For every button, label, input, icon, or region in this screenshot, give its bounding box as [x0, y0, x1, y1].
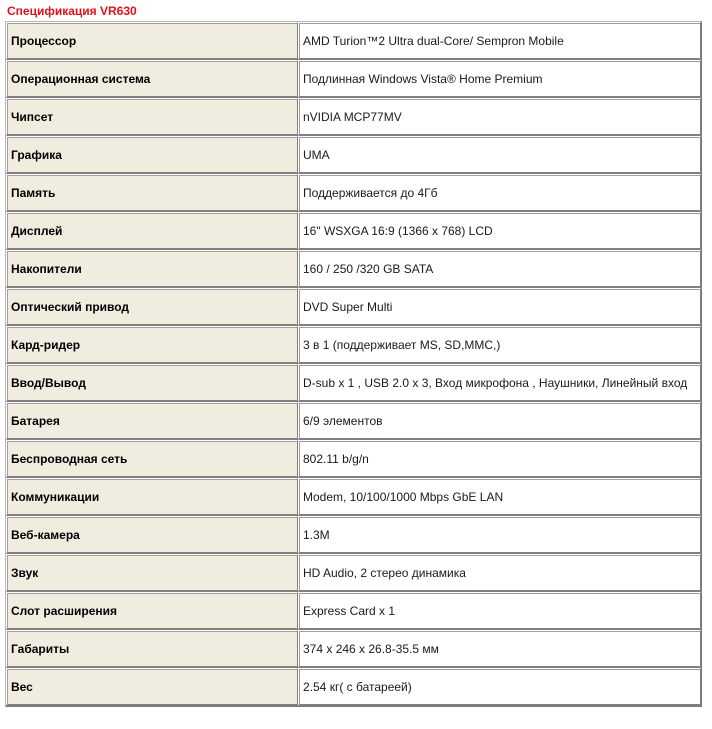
table-row — [6, 136, 701, 174]
table-row — [6, 174, 701, 212]
table-row — [6, 554, 701, 592]
spec-label: Вес — [6, 668, 298, 706]
spec-table — [5, 21, 702, 707]
spec-value: Express Card x 1 — [298, 592, 701, 630]
spec-value: UMA — [298, 136, 701, 174]
table-row — [6, 592, 701, 630]
table-row — [6, 22, 701, 60]
spec-label: Накопители — [6, 250, 298, 288]
spec-value: 374 x 246 x 26.8-35.5 мм — [298, 630, 701, 668]
spec-value: 160 / 250 /320 GB SATA — [298, 250, 701, 288]
spec-value: Modem, 10/100/1000 Mbps GbE LAN — [298, 478, 701, 516]
table-row — [6, 402, 701, 440]
spec-label: Ввод/Вывод — [6, 364, 298, 402]
spec-label: Батарея — [6, 402, 298, 440]
spec-value: DVD Super Multi — [298, 288, 701, 326]
page-title: Спецификация VR630 — [7, 4, 137, 18]
spec-label: Беспроводная сеть — [6, 440, 298, 478]
spec-table-body — [6, 22, 701, 706]
spec-label: Дисплей — [6, 212, 298, 250]
spec-value: 16" WSXGA 16:9 (1366 x 768) LCD — [298, 212, 701, 250]
table-row — [6, 326, 701, 364]
spec-value: 802.11 b/g/n — [298, 440, 701, 478]
table-row — [6, 250, 701, 288]
table-row — [6, 668, 701, 706]
spec-label: Слот расширения — [6, 592, 298, 630]
spec-value: Подлинная Windows Vista® Home Premium — [298, 60, 701, 98]
table-row — [6, 288, 701, 326]
spec-label: Звук — [6, 554, 298, 592]
spec-label: Процессор — [6, 22, 298, 60]
spec-value: nVIDIA MCP77MV — [298, 98, 701, 136]
table-row — [6, 60, 701, 98]
spec-label: Операционная система — [6, 60, 298, 98]
table-row — [6, 516, 701, 554]
spec-label: Память — [6, 174, 298, 212]
spec-value: 2.54 кг( с батареей) — [298, 668, 701, 706]
spec-label: Чипсет — [6, 98, 298, 136]
spec-label: Веб-камера — [6, 516, 298, 554]
spec-label: Кард-ридер — [6, 326, 298, 364]
spec-label: Габариты — [6, 630, 298, 668]
table-row — [6, 212, 701, 250]
table-row — [6, 630, 701, 668]
table-row — [6, 364, 701, 402]
spec-value: 1.3M — [298, 516, 701, 554]
spec-label: Оптический привод — [6, 288, 298, 326]
table-row — [6, 98, 701, 136]
spec-label: Графика — [6, 136, 298, 174]
spec-value: HD Audio, 2 стерео динамика — [298, 554, 701, 592]
spec-value: D-sub x 1 , USB 2.0 x 3, Вход микрофона , Наушники, Линейный вход — [298, 364, 701, 402]
spec-value: Поддерживается до 4Гб — [298, 174, 701, 212]
spec-label: Коммуникации — [6, 478, 298, 516]
spec-value: AMD Turion™2 Ultra dual-Core/ Sempron Mobile — [298, 22, 701, 60]
spec-value: 6/9 элементов — [298, 402, 701, 440]
table-row — [6, 478, 701, 516]
spec-value: 3 в 1 (поддерживает MS, SD,MMC,) — [298, 326, 701, 364]
table-row — [6, 440, 701, 478]
